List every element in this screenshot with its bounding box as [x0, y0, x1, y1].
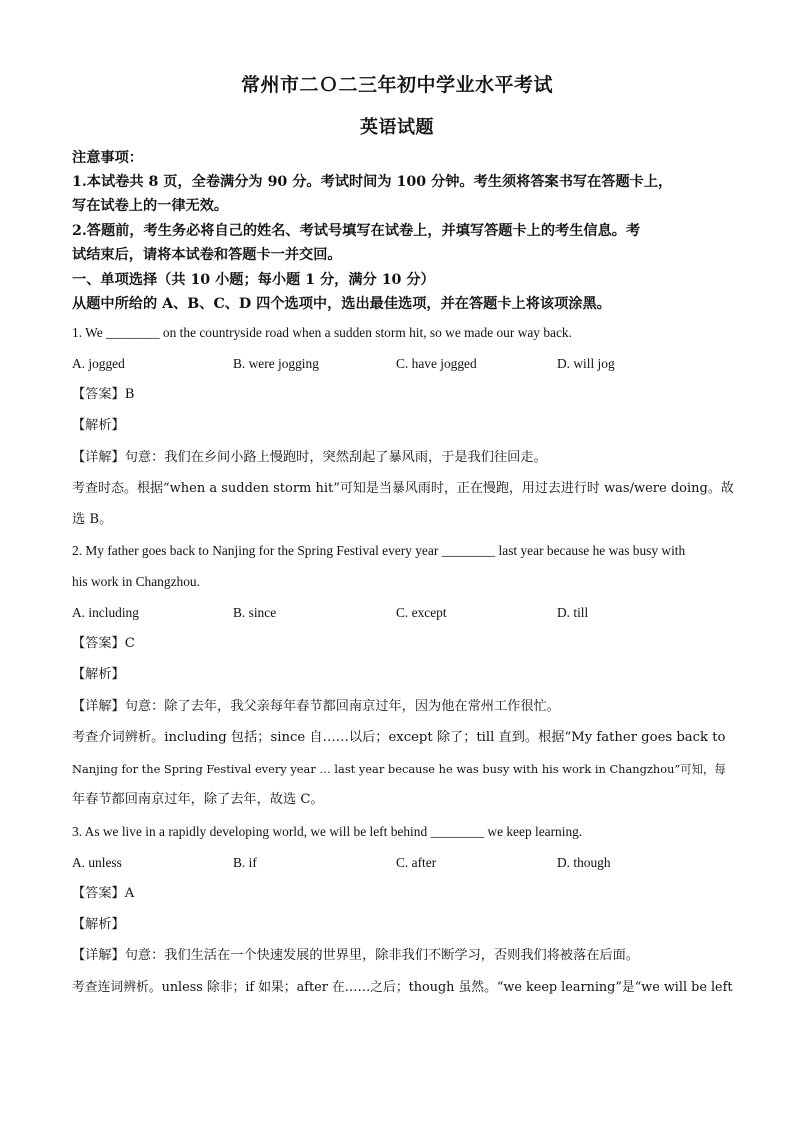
- analysis-label: 【解析】: [72, 917, 125, 932]
- option-c: C. have jogged: [396, 356, 477, 371]
- section-heading: 一、单项选择（共 10 小题；每小题 1 分，满分 10 分）: [72, 272, 435, 288]
- detail-line: 考查时态。根据“when a sudden storm hit”可知是当暴风雨时，正在慢跑，用过去进行时 was/were doing。故: [72, 481, 734, 496]
- option-b: B. since: [233, 605, 277, 620]
- detail-line: Nanjing for the Spring Festival every year … last year because he was busy with his work in Changzhou”可知，每: [72, 762, 726, 776]
- question-stem: his work in Changzhou.: [72, 574, 200, 589]
- option-d: D. though: [557, 855, 611, 870]
- detail-line: 选 B。: [72, 512, 113, 527]
- answer-label: 【答案】A: [72, 886, 135, 901]
- notice-line: 写在试卷上的一律无效。: [72, 198, 229, 214]
- detail-line: 考查连词辨析。unless 除非；if 如果；after 在……之后；though 虽然。“we keep learning”是“we will be left: [72, 980, 733, 995]
- option-d: D. will jog: [557, 356, 615, 371]
- section-instruction: 从题中所给的 A、B、C、D 四个选项中，选出最佳选项，并在答题卡上将该项涂黑。: [72, 296, 611, 312]
- detail-line: 【详解】句意：我们在乡间小路上慢跑时，突然刮起了暴风雨，于是我们往回走。: [72, 450, 547, 465]
- notice-line: 试结束后，请将本试卷和答题卡一并交回。: [72, 247, 342, 263]
- answer-label: 【答案】C: [72, 636, 135, 651]
- question-stem: 2. My father goes back to Nanjing for the Spring Festival every year ________ last year because he was busy with: [72, 543, 686, 558]
- question-stem: 1. We ________ on the countryside road when a sudden storm hit, so we made our way back.: [72, 325, 572, 340]
- exam-title: 常州市二Ｏ二三年初中学业水平考试: [240, 74, 553, 96]
- option-b: B. were jogging: [233, 356, 319, 371]
- notice-line: 1.本试卷共 8 页，全卷满分为 90 分。考试时间为 100 分钟。考生须将答案书写在答题卡上，: [72, 174, 673, 190]
- analysis-label: 【解析】: [72, 667, 125, 682]
- option-a: A. including: [72, 605, 139, 620]
- answer-label: 【答案】B: [72, 387, 135, 402]
- notice-heading: 注意事项：: [72, 150, 143, 166]
- detail-line: 【详解】句意：我们生活在一个快速发展的世界里，除非我们不断学习，否则我们将被落在后面。: [72, 948, 640, 963]
- detail-line: 考查介词辨析。including 包括；since 自……以后；except 除了；till 直到。根据“My father goes back to: [72, 730, 726, 745]
- option-c: C. after: [396, 855, 437, 870]
- option-b: B. if: [233, 855, 257, 870]
- option-d: D. till: [557, 605, 589, 620]
- detail-line: 年春节都回南京过年，除了去年，故选 C。: [72, 792, 324, 807]
- option-a: A. jogged: [72, 356, 125, 371]
- notice-line: 2.答题前，考生务必将自己的姓名、考试号填写在试卷上，并填写答题卡上的考生信息。考: [72, 223, 641, 239]
- exam-subtitle: 英语试题: [360, 117, 434, 138]
- detail-line: 【详解】句意：除了去年，我父亲每年春节都回南京过年，因为他在常州工作很忙。: [72, 699, 560, 714]
- option-a: A. unless: [72, 855, 122, 870]
- option-c: C. except: [396, 605, 447, 620]
- question-stem: 3. As we live in a rapidly developing world, we will be left behind ________ we keep learning.: [72, 824, 583, 839]
- analysis-label: 【解析】: [72, 418, 125, 433]
